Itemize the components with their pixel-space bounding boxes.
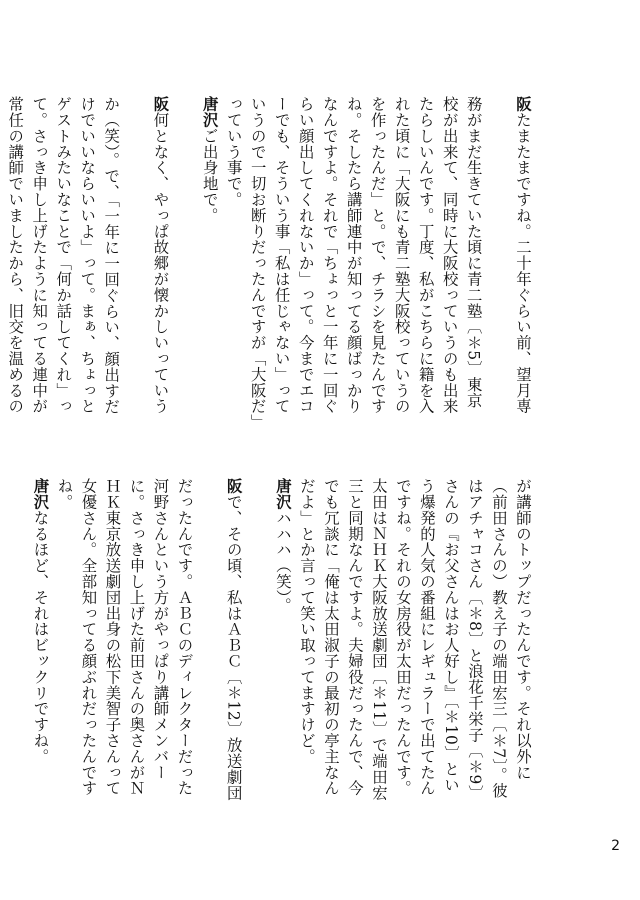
speaker-label: 唐沢 — [31, 478, 50, 510]
dialogue-entry — [52, 478, 245, 806]
dialogue-text: なるほど、それはビックリですね。 — [31, 509, 50, 765]
page-number: 2 — [611, 838, 620, 854]
speaker-label: 阪 — [151, 96, 170, 112]
dialogue-entry — [0, 478, 3, 806]
dialogue-entry — [3, 478, 52, 806]
dialogue-text: 何となく、やっぱ故郷が懐かしいっていうか（笑）。で、「一年に一回ぐらい、顔出すだけでいいならいいよ」って。まぁ、ちょっとゲストみたいなことで「何か話してくれ」って。さっき申し上げたように知ってる連中が常任の講師でいましたから、旧交を温めるの — [6, 96, 170, 415]
dialogue-entry — [295, 478, 535, 806]
dialogue-text: たまたまですね。二十年ぐらい前、望月専務がまだ生きていた頃に青二塾〔＊5〕東京校が出来て、同時に大阪校っていうのも出来たらしいんです。丁度、私がこちらに籍を入れた頃に「大阪にも青二塾大阪校っていうのを作ったんだ」と。で、チラシを見たんですね。そしたら講師連中が知ってる顔ばっかりなんですよ。それで「ちょっと一年に一回ぐらい顔出してくれないか」って。今までエコーでも、そういう事「私は任じゃない」っていうので一切お断りだったんですが「大阪だ」っていう事で。 — [224, 96, 532, 423]
dialogue-text: で、その頃、私はＡＢＣ〔＊12〕放送劇団だったんです。ＡＢＣのディレクターだった河野さんという方がやっぱり講師メンバーに。さっき申し上げた前田さんの奥さんがＮＨＫ東京放送劇団出身の松下美智子さんって女優さん。全部知ってる顔ぶれだったんですね。 — [55, 478, 243, 801]
lower-text-block — [31, 478, 535, 806]
speaker-label: 唐沢 — [274, 478, 292, 510]
speaker-label: 唐沢 — [200, 96, 219, 128]
dialogue-text: が講師のトップだったんです。それ以外に（前田さんの）教え子の端田宏三〔＊7〕。彼はアチャコさん〔＊8〕と浪花千栄子〔＊9〕さんの『お父さんはお人好し』〔＊10〕という爆発的人気の番組にレギュラーで出てたんですね。それの女房役が太田だったんです。太田はＮＨＫ大阪放送劇団〔＊11〕で端田宏三と同期なんですよ。夫婦役だったんで、今でも冗談に「俺は太田淑子の最初の亭主なんだよ」とか言って笑い取ってますけど。 — [298, 478, 532, 801]
dialogue-text: ご出身地で。 — [200, 127, 219, 224]
dialogue-entry — [222, 96, 535, 424]
dialogue-entry — [246, 478, 295, 806]
dialogue-entry — [172, 96, 221, 424]
dialogue-entry — [0, 96, 172, 424]
upper-text-block — [6, 96, 535, 424]
speaker-label: 阪 — [224, 478, 243, 494]
speaker-label — [0, 478, 3, 494]
speaker-label: 阪 — [514, 96, 532, 112]
dialogue-text: ハハハ（笑）。 — [274, 509, 292, 614]
